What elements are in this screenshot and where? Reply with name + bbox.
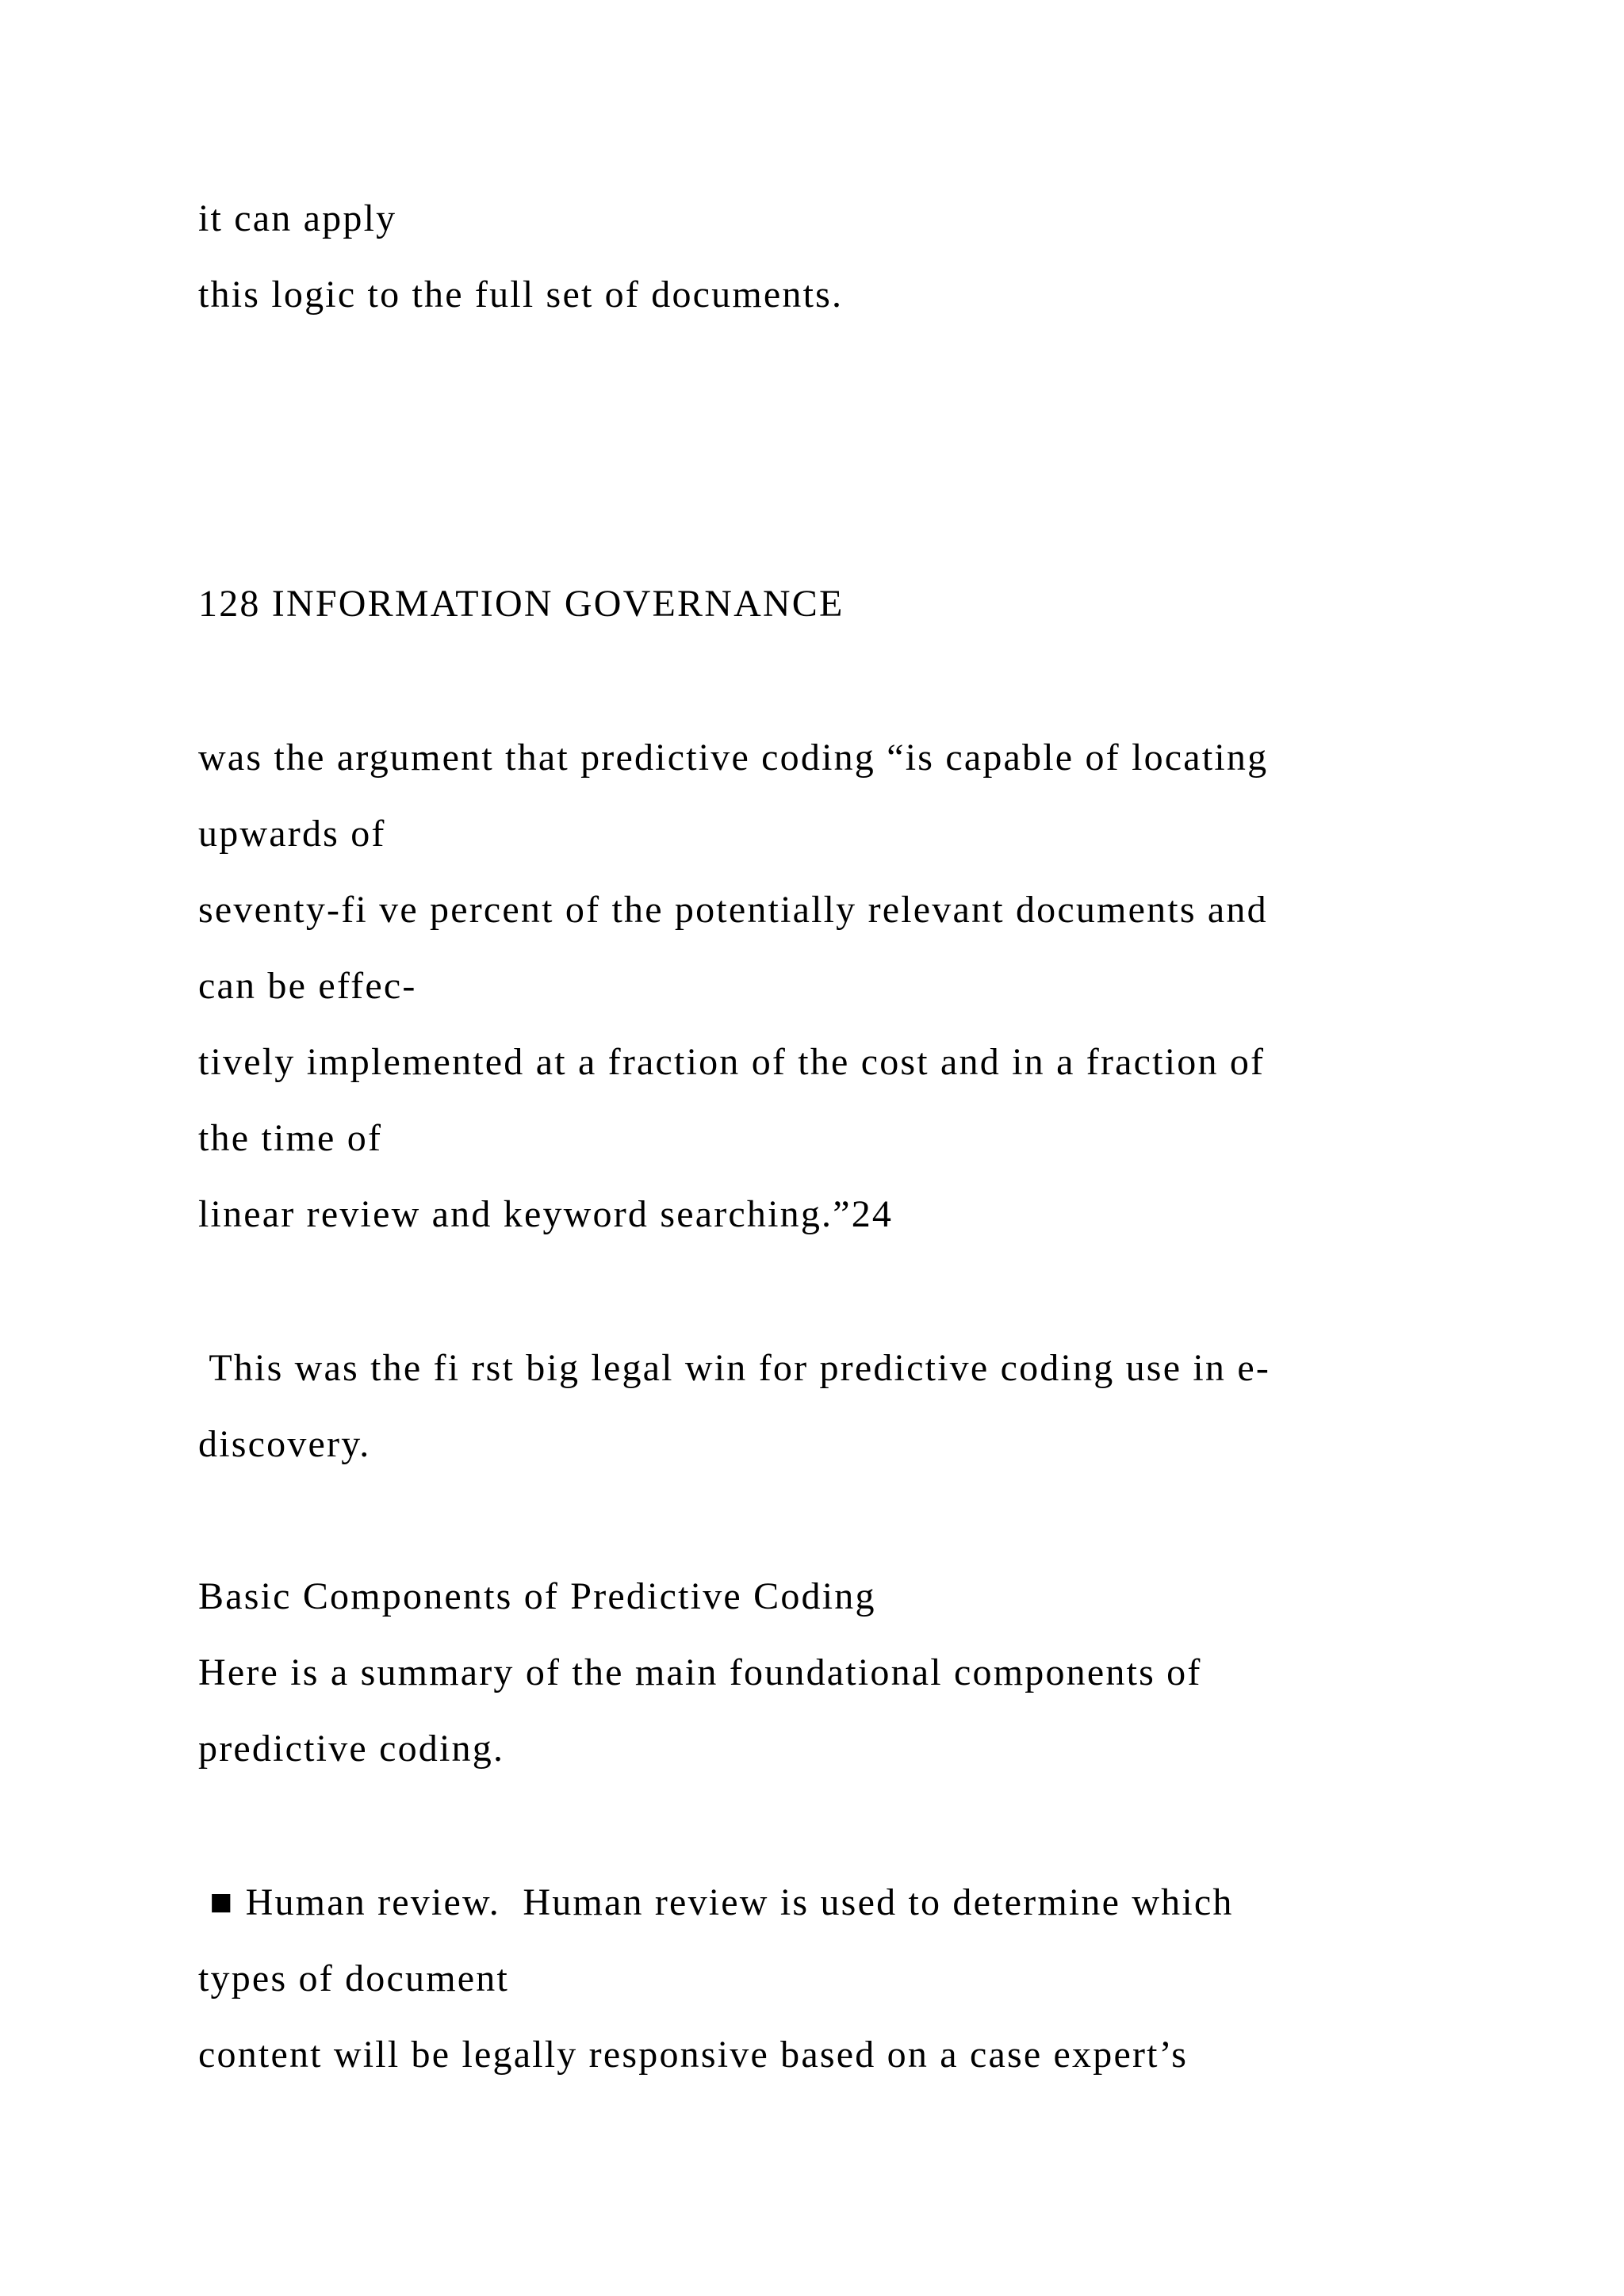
text-line: predictive coding. [198, 1728, 505, 1770]
section-heading: Basic Components of Predictive Coding [198, 1575, 876, 1617]
text-line: discovery. [198, 1423, 371, 1465]
running-header: 128 INFORMATION GOVERNANCE [198, 583, 845, 625]
text-line: it can apply [198, 197, 397, 239]
text-line: Here is a summary of the main foundational components of [198, 1651, 1202, 1693]
text-line: types of document [198, 1957, 509, 1999]
text-line: was the argument that predictive coding “is capable of locating [198, 737, 1269, 779]
text-line: this logic to the full set of documents. [198, 274, 844, 316]
text-line: upwards of [198, 813, 386, 855]
text-line: tively implemented at a fraction of the cost and in a fraction of [198, 1041, 1266, 1083]
text-line: seventy-fi ve percent of the potentially relevant documents and [198, 889, 1268, 931]
text-line: content will be legally responsive based on a case expert’s [198, 2034, 1189, 2076]
text-line: This was the fi rst big legal win for predictive coding use in e- [198, 1347, 1271, 1389]
text-line: the time of [198, 1117, 383, 1159]
text-line: linear review and keyword searching.”24 [198, 1193, 894, 1235]
bullet-line: ■ Human review. Human review is used to determine which [198, 1881, 1234, 1923]
text-line: can be effec- [198, 965, 417, 1007]
